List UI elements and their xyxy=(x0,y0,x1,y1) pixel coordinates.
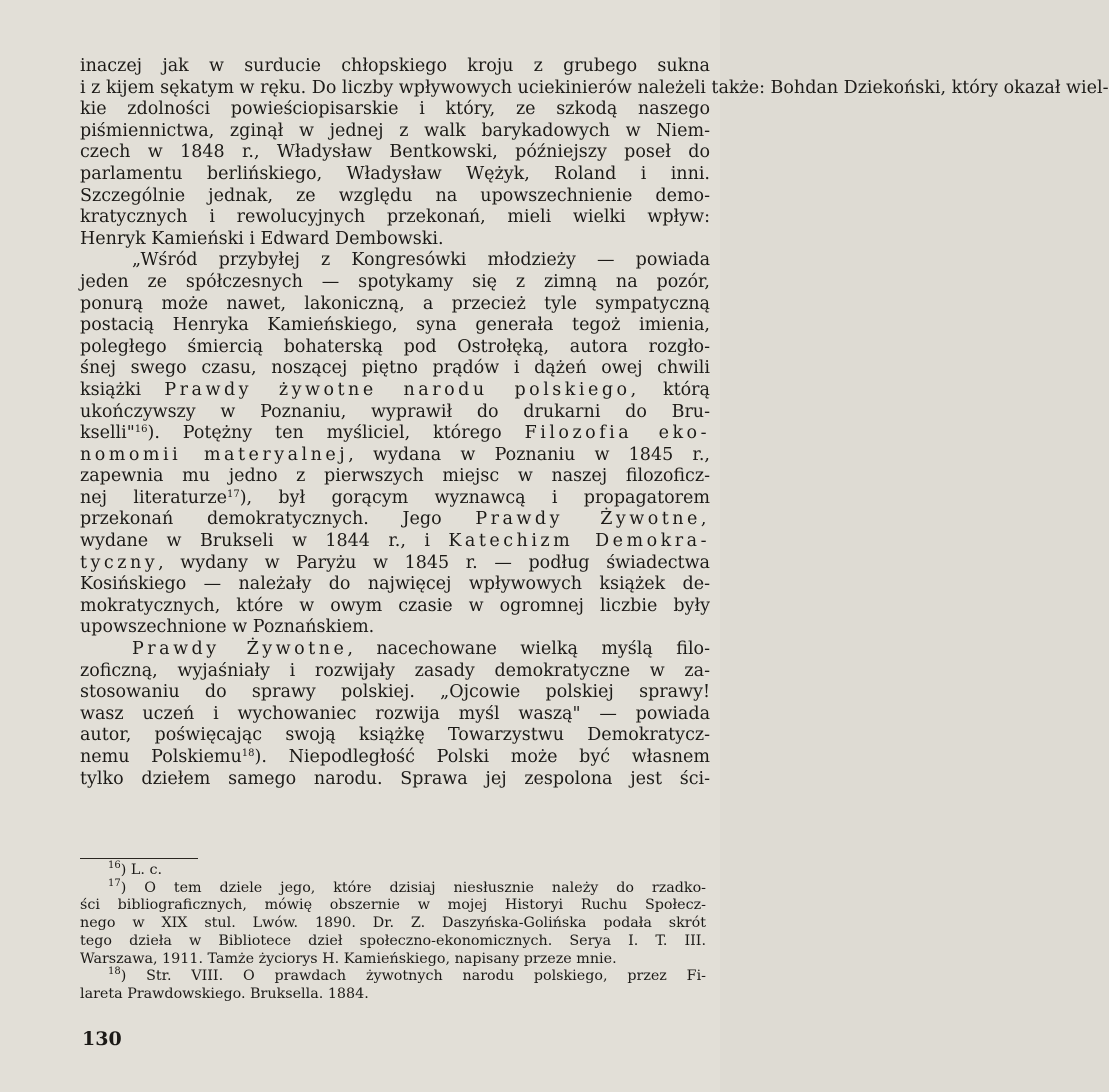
text-line: kie zdolności powieściopisarskie i który, ze szkodą naszego xyxy=(80,99,710,120)
text-line xyxy=(80,488,710,510)
text-fragment: ). Niepodległość Polski może być własnem xyxy=(254,747,710,767)
text-line: śnej swego czasu, noszącej piętno prądów i dążeń owej chwili xyxy=(80,358,710,379)
text-line: tylko dziełem samego narodu. Sprawa jej zespolona jest ści- xyxy=(80,768,710,789)
footnote-line: tego dzieła w Bibliotece dzieł społeczno-ekonomicznych. Serya I. T. III. xyxy=(80,932,706,949)
text-fragment: , nacechowane wielką myślą filo- xyxy=(347,639,710,660)
text-line: parlamentu berlińskiego, Władysław Wężyk, Roland i inni. xyxy=(80,163,710,184)
footnote-text: O tem dziele jego, które dzisiaj niesłusznie należy do rzadko- xyxy=(144,879,707,896)
text-line xyxy=(80,445,710,467)
text-fragment: książki xyxy=(80,379,142,400)
text-line: piśmiennictwa, zginął w jednej z walk barykadowych w Niem- xyxy=(80,120,710,141)
spaced-title: Prawdy Żywotne, xyxy=(475,509,710,530)
text-line: ponurą może nawet, lakoniczną, a przecież tyle sympatyczną xyxy=(80,293,710,314)
text-line: stosowaniu do sprawy polskiej. „Ojcowie polskiej sprawy! xyxy=(80,682,710,703)
footnote-ref: 17 xyxy=(226,488,240,500)
spaced-title: Prawdy żywotne narodu polskiego, xyxy=(164,379,640,400)
paragraph-start-line xyxy=(80,639,710,661)
page-number: 130 xyxy=(82,1028,122,1050)
text-line: Henryk Kamieński i Edward Dembowski. xyxy=(80,228,444,249)
text-line: postacią Henryka Kamieńskiego, syna generała tegoż imienia, xyxy=(80,315,710,336)
footnote: $^{17}$) O tem dziele jego, które dzisiaj niesłusznie należy do rzadko- xyxy=(108,877,707,896)
text-line: i z kijem sękatym w ręku. Do liczby wpływowych uciekinierów należeli także: Bohdan Dziekoński, który okazał wiel- xyxy=(80,77,1109,98)
body-text xyxy=(80,56,1109,790)
footnote-number: 18 xyxy=(108,966,121,978)
text-fragment: nemu Polskiemu xyxy=(80,747,242,767)
text-fragment: wydane w Brukseli w 1844 r., i xyxy=(80,531,430,552)
footnote-text: L. c. xyxy=(130,862,162,878)
text-line: czech w 1848 r., Władysław Bentkowski, późniejszy poseł do xyxy=(80,142,710,163)
text-fragment: ). Potężny ten myśliciel, którego xyxy=(147,423,502,444)
text-line: inaczej jak w surducie chłopskiego kroju z grubego sukna xyxy=(80,56,710,76)
text-line xyxy=(80,509,710,531)
text-line xyxy=(80,747,710,769)
spaced-title: Prawdy Żywotne xyxy=(132,639,348,660)
spaced-title: nomomii materyalnej xyxy=(80,444,349,465)
footnote-line: Warszawa, 1911. Tamże życiorys H. Kamieńskiego, napisany przeze mnie. xyxy=(80,950,617,967)
text-line: zapewnia mu jedno z pierwszych miejsc w naszej filozoficz- xyxy=(80,466,710,487)
footnote-ref: 18 xyxy=(241,748,255,759)
paragraph-start-line: „Wśród przybyłej z Kongresówki młodzieży — powiada xyxy=(132,250,710,271)
text-line xyxy=(80,380,710,402)
text-line xyxy=(80,553,710,575)
text-fragment: nej literaturze xyxy=(80,487,227,508)
footnote-line: nego w XIX stul. Lwów. 1890. Dr. Z. Daszyńska-Golińska podała skrót xyxy=(80,915,706,932)
text-line: zoficzną, wyjaśniały i rozwijały zasady demokratyczne w za- xyxy=(80,660,710,681)
text-line xyxy=(80,423,710,445)
spaced-title: Katechizm Demokra- xyxy=(448,531,710,552)
footnote-number: 16 xyxy=(108,860,121,871)
text-fragment: przekonań demokratycznych. Jego xyxy=(80,509,442,530)
text-fragment: ), był gorącym wyznawcą i propagatorem xyxy=(239,487,710,508)
text-fragment: , wydany w Paryżu w 1845 r. — podług świadectwa xyxy=(158,552,710,573)
text-line: poległego śmiercią bohaterską pod Ostrołęką, autora rozgło- xyxy=(80,336,710,357)
text-line: autor, poświęcając swoją książkę Towarzystwu Demokratycz- xyxy=(80,725,710,746)
text-line xyxy=(80,531,710,553)
spaced-title: tyczny xyxy=(80,552,159,573)
footnote: $^{16}$) L. c. xyxy=(108,860,162,878)
text-fragment: , wydana w Poznaniu w 1845 r., xyxy=(348,444,710,465)
footnote-text: Str. VIII. O prawdach żywotnych narodu polskiego, przez Fi- xyxy=(146,968,706,985)
text-fragment: którą xyxy=(663,379,710,400)
footnote-line: lareta Prawdowskiego. Bruksella. 1884. xyxy=(80,985,369,1002)
footnotes xyxy=(80,862,706,1004)
text-line: mokratycznych, które w owym czasie w ogromnej liczbie były xyxy=(80,595,710,616)
text-line: wasz uczeń i wychowaniec rozwija myśl waszą" — powiada xyxy=(80,703,710,724)
text-fragment: kselli" xyxy=(80,423,135,444)
footnote-line: ści bibliograficznych, mówię obszernie w mojej Historyi Ruchu Społecz- xyxy=(80,897,706,914)
footnote-number: 17 xyxy=(108,877,121,889)
text-line: upowszechnione w Poznańskiem. xyxy=(80,617,375,638)
spaced-title: Filozofia eko- xyxy=(524,423,711,444)
text-line: Szczególnie jednak, ze względu na upowszechnienie demo- xyxy=(80,185,710,206)
text-line: kratycznych i rewolucyjnych przekonań, mieli wielki wpływ: xyxy=(80,207,710,228)
text-line: Kosińskiego — należały do najwięcej wpływowych książek de- xyxy=(80,574,710,595)
footnote-ref: 16 xyxy=(134,424,148,436)
text-line: jeden ze spółczesnych — spotykamy się z zimną na pozór, xyxy=(80,271,710,292)
text-line: ukończywszy w Poznaniu, wyprawił do drukarni do Bru- xyxy=(80,401,710,422)
footnote: $^{18}$) Str. VIII. O prawdach żywotnych narodu polskiego, przez Fi- xyxy=(108,966,706,985)
footnote-divider xyxy=(80,858,198,859)
